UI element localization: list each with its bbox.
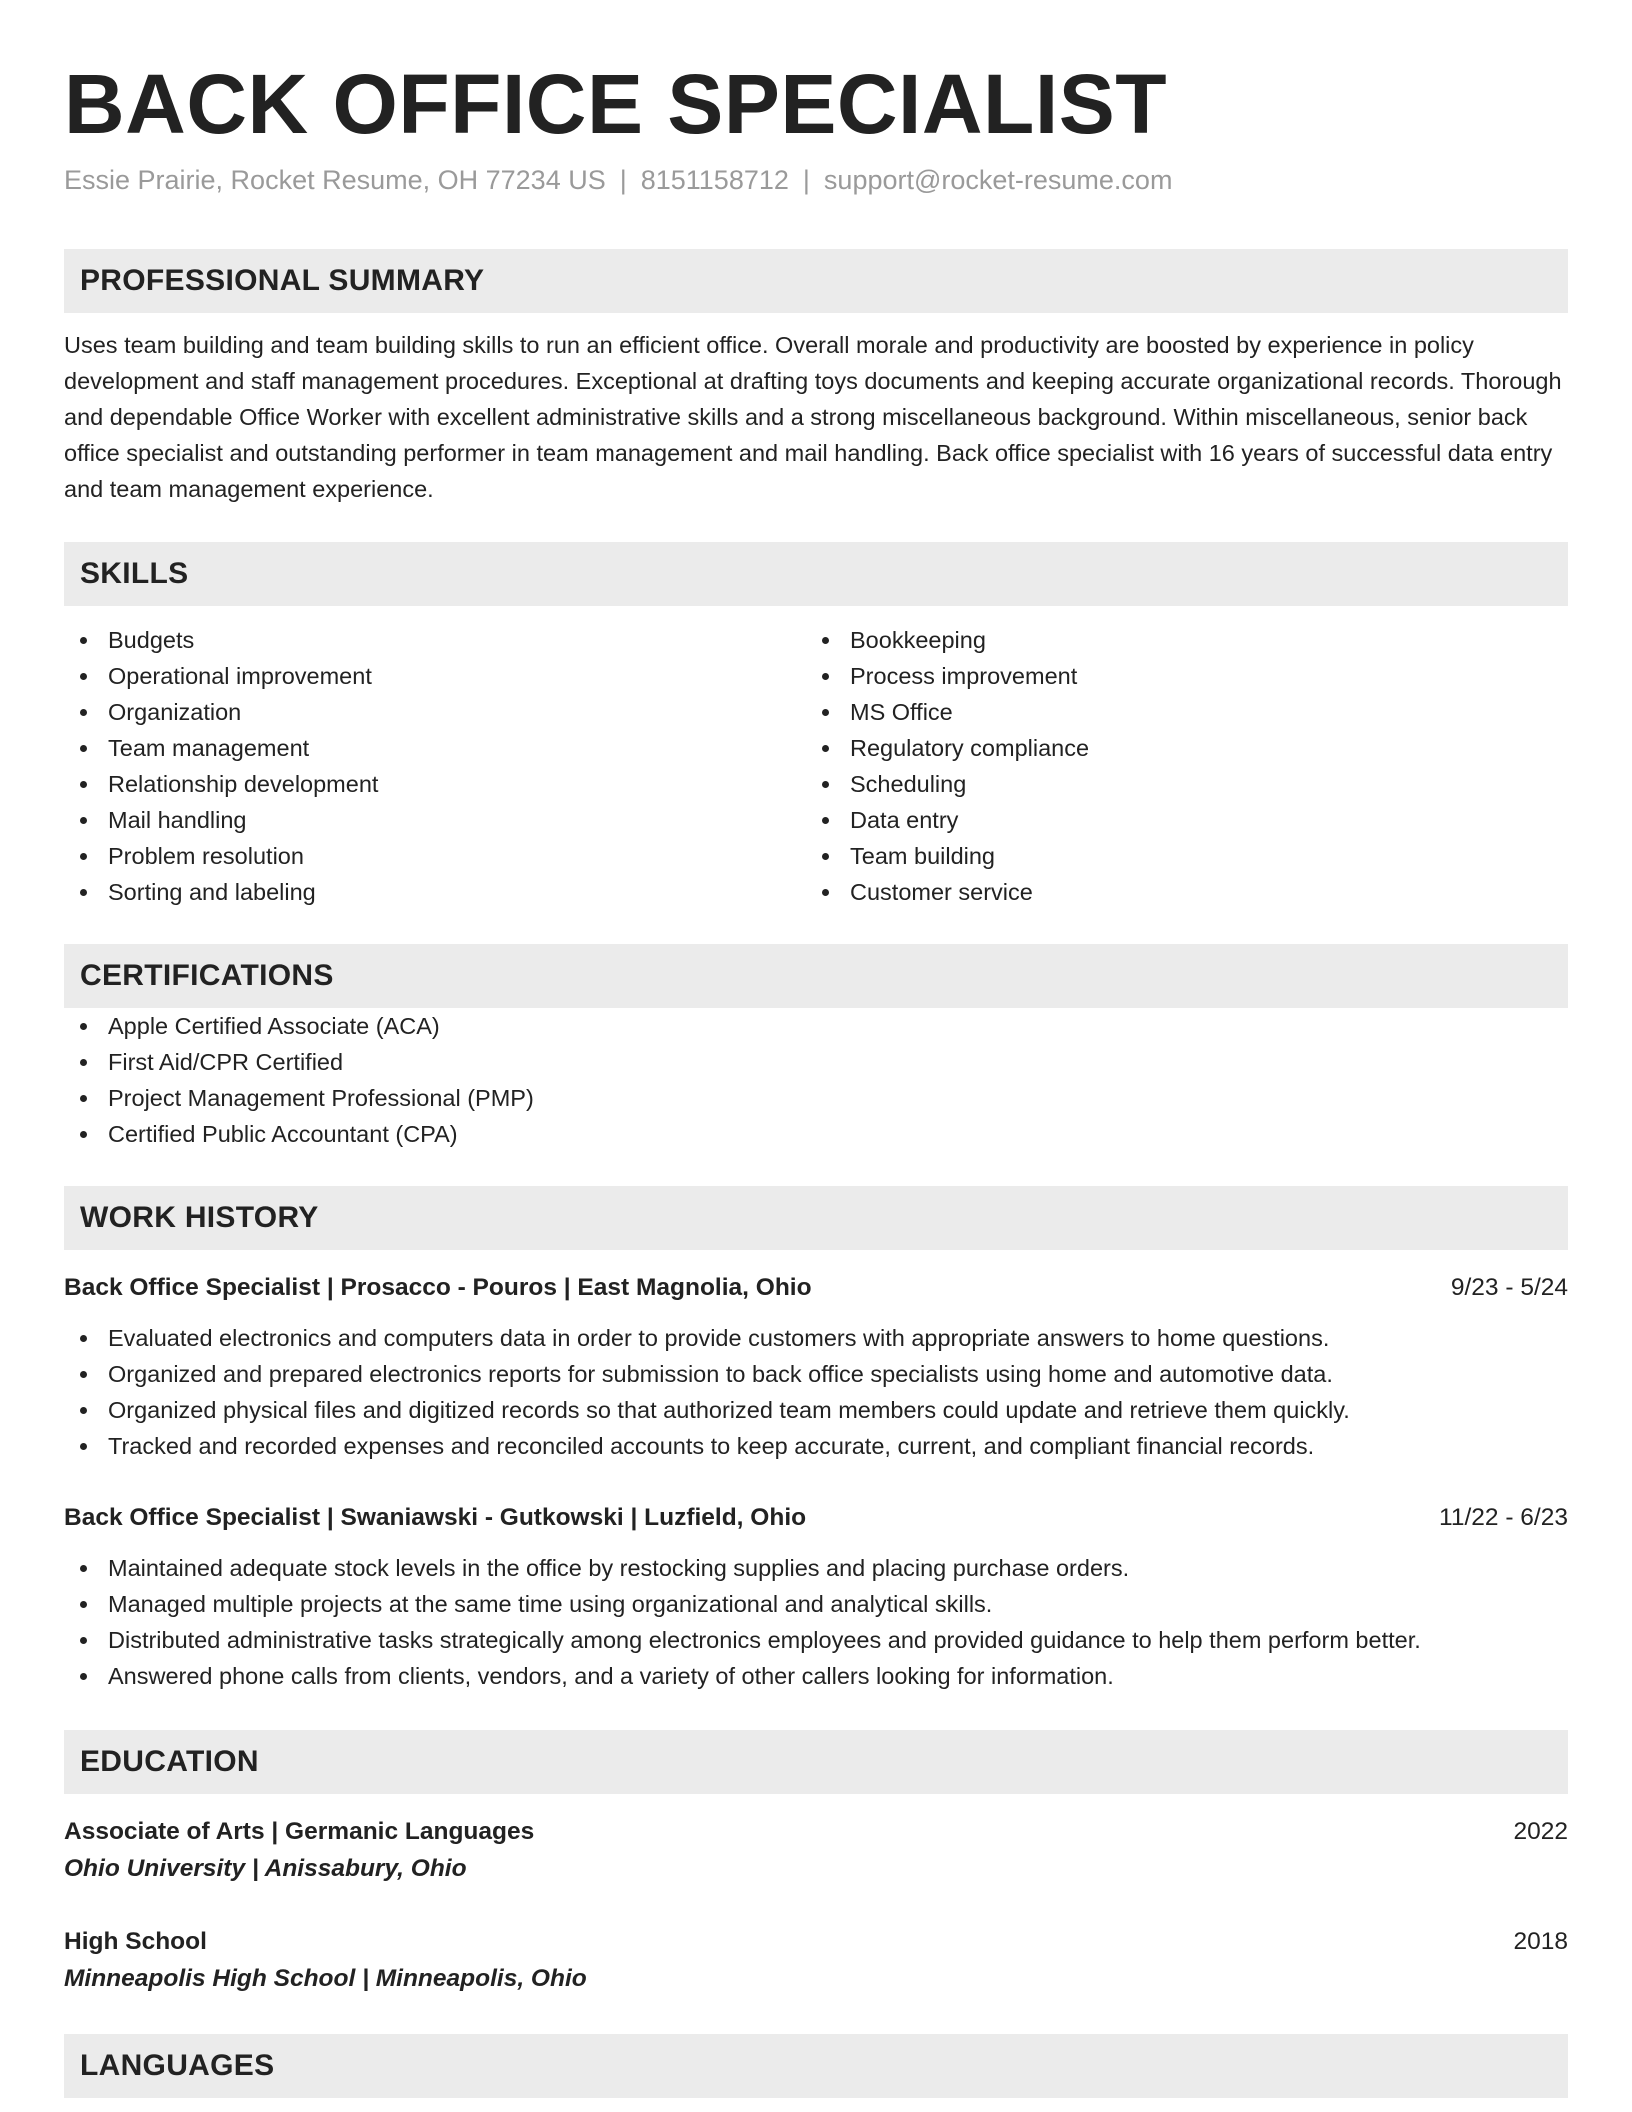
job-header <box>64 1270 1568 1306</box>
job-bullet: Tracked and recorded expenses and reconciled accounts to keep accurate, current, and compliant financial records. <box>64 1428 1568 1464</box>
education-year: 2018 <box>1513 1928 1568 1955</box>
job-bullets <box>64 1320 1568 1464</box>
education-year: 2022 <box>1513 1818 1568 1845</box>
education-degree: High School <box>64 1928 207 1955</box>
skill-item: Bookkeeping <box>806 622 1548 658</box>
skill-item: Scheduling <box>806 766 1548 802</box>
job-bullets <box>64 1550 1568 1694</box>
job-bullet: Distributed administrative tasks strategically among electronics employees and provided guidance to help them perform better. <box>64 1622 1568 1658</box>
skill-item: Customer service <box>806 874 1548 910</box>
certification-item: First Aid/CPR Certified <box>64 1044 1568 1080</box>
skill-item: Problem resolution <box>64 838 806 874</box>
resume-page <box>64 0 1568 2098</box>
skill-item: Regulatory compliance <box>806 730 1548 766</box>
education-entry <box>64 1814 1568 1888</box>
summary-heading: PROFESSIONAL SUMMARY <box>64 249 1568 313</box>
languages-heading: LANGUAGES <box>64 2034 1568 2098</box>
job-title: Back Office Specialist | Swaniawski - Gutkowski | Luzfield, Ohio <box>64 1504 807 1531</box>
skill-item: Relationship development <box>64 766 806 802</box>
page-title: BACK OFFICE SPECIALIST <box>64 57 1168 151</box>
skills-heading: SKILLS <box>64 542 1568 606</box>
skill-item: Process improvement <box>806 658 1548 694</box>
education-header <box>64 1814 1568 1850</box>
job-dates: 11/22 - 6/23 <box>1439 1504 1568 1531</box>
skills-left-column <box>64 622 806 910</box>
skill-item: Operational improvement <box>64 658 806 694</box>
certification-item: Certified Public Accountant (CPA) <box>64 1116 1568 1152</box>
certification-item: Project Management Professional (PMP) <box>64 1080 1568 1116</box>
job-bullet: Organized physical files and digitized records so that authorized team members could update and retrieve them quickly. <box>64 1392 1568 1428</box>
skill-item: Organization <box>64 694 806 730</box>
job-entry <box>64 1500 1568 1694</box>
skill-item: MS Office <box>806 694 1548 730</box>
skill-item: Team building <box>806 838 1548 874</box>
job-bullet: Answered phone calls from clients, vendors, and a variety of other callers looking for information. <box>64 1658 1568 1694</box>
job-header <box>64 1500 1568 1536</box>
skills-right-column <box>806 622 1548 910</box>
contact-separator: | <box>619 165 627 195</box>
job-bullet: Maintained adequate stock levels in the office by restocking supplies and placing purchase orders. <box>64 1550 1568 1586</box>
skills-columns <box>64 622 1568 910</box>
contact-phone: 8151158712 <box>640 165 789 195</box>
certification-item: Apple Certified Associate (ACA) <box>64 1008 1568 1044</box>
skill-item: Mail handling <box>64 802 806 838</box>
contact-email: support@rocket-resume.com <box>823 165 1173 195</box>
contact-separator: | <box>802 165 810 195</box>
job-bullet: Evaluated electronics and computers data in order to provide customers with appropriate answers to home questions. <box>64 1320 1568 1356</box>
job-bullet: Organized and prepared electronics reports for submission to back office specialists using home and automotive data. <box>64 1356 1568 1392</box>
education-degree: Associate of Arts | Germanic Languages <box>64 1818 535 1845</box>
contact-address: Essie Prairie, Rocket Resume, OH 77234 US <box>64 165 606 195</box>
skill-item: Team management <box>64 730 806 766</box>
education-school: Ohio University | Anissabury, Ohio <box>64 1855 467 1882</box>
certifications-list <box>64 1008 1568 1152</box>
job-entry <box>64 1270 1568 1464</box>
skill-item: Sorting and labeling <box>64 874 806 910</box>
skill-item: Budgets <box>64 622 806 658</box>
skill-item: Data entry <box>806 802 1548 838</box>
summary-text: Uses team building and team building skills to run an efficient office. Overall morale and productivity are boosted by experience in policy development and staff management procedures. Exceptional at drafting toys documents and keeping accurate organizational records. Thorough and dependable Office Worker with excellent administrative skills and a strong miscellaneous background. Within miscellaneous, senior back office specialist and outstanding performer in team management and mail handling. Back office specialist with 16 years of successful data entry and team management experience. <box>64 332 1562 502</box>
job-dates: 9/23 - 5/24 <box>1450 1274 1568 1301</box>
education-school: Minneapolis High School | Minneapolis, Ohio <box>64 1965 587 1992</box>
certifications-heading: CERTIFICATIONS <box>64 944 1568 1008</box>
work-history-heading: WORK HISTORY <box>64 1186 1568 1250</box>
education-entry <box>64 1924 1568 1998</box>
job-title: Back Office Specialist | Prosacco - Pouros | East Magnolia, Ohio <box>64 1274 812 1301</box>
education-heading: EDUCATION <box>64 1730 1568 1794</box>
contact-line <box>64 162 1568 198</box>
job-bullet: Managed multiple projects at the same time using organizational and analytical skills. <box>64 1586 1568 1622</box>
education-header <box>64 1924 1568 1960</box>
